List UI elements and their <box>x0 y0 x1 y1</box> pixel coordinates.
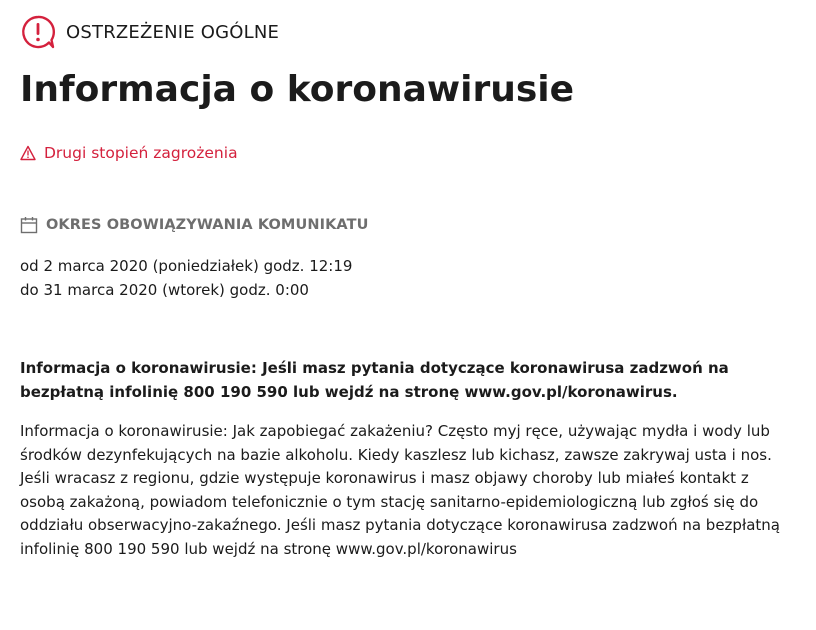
validity-from: od 2 marca 2020 (poniedziałek) godz. 12:19 <box>20 257 353 275</box>
alert-header <box>20 14 279 50</box>
message-lead: Informacja o koronawirusie: Jeśli masz pytania dotyczące koronawirusa zadzwoń na bezpłatną infolinię 800 190 590 lub wejdź na stronę www.gov.pl/koronawirus. <box>20 359 729 401</box>
alert-category: OSTRZEŻENIE OGÓLNE <box>66 21 280 43</box>
threat-level <box>20 144 238 162</box>
warning-triangle-icon <box>20 145 36 161</box>
validity-heading-label: OKRES OBOWIĄZYWANIA KOMUNIKATU <box>46 217 369 233</box>
validity-to: do 31 marca 2020 (wtorek) godz. 0:00 <box>20 281 309 299</box>
calendar-icon <box>20 216 38 234</box>
alert-bubble-icon <box>20 14 56 50</box>
validity-heading <box>20 216 368 234</box>
page-title: Informacja o koronawirusie <box>20 69 575 110</box>
message-body: Informacja o koronawirusie: Jak zapobiegać zakażeniu? Często myj ręce, używając mydła i wody lub środków dezynfekujących na bazie alkoholu. Kiedy kaszlesz lub kichasz, zawsze zakrywaj usta i nos. Jeśli wracasz z regionu, gdzie występuje koronawirus i masz objawy choroby lub miałeś kontakt z osobą zakażoną, powiadom telefonicznie o tym stację sanitarno-epidemiologiczną lub zgłoś się do oddziału obserwacyjno-zakaźnego. Jeśli masz pytania dotyczące koronawirusa zadzwoń na bezpłatną infolinię 800 190 590 lub wejdź na stronę www.gov.pl/koronawirus <box>20 422 780 558</box>
validity-period <box>20 254 352 302</box>
threat-level-label: Drugi stopień zagrożenia <box>44 144 238 162</box>
